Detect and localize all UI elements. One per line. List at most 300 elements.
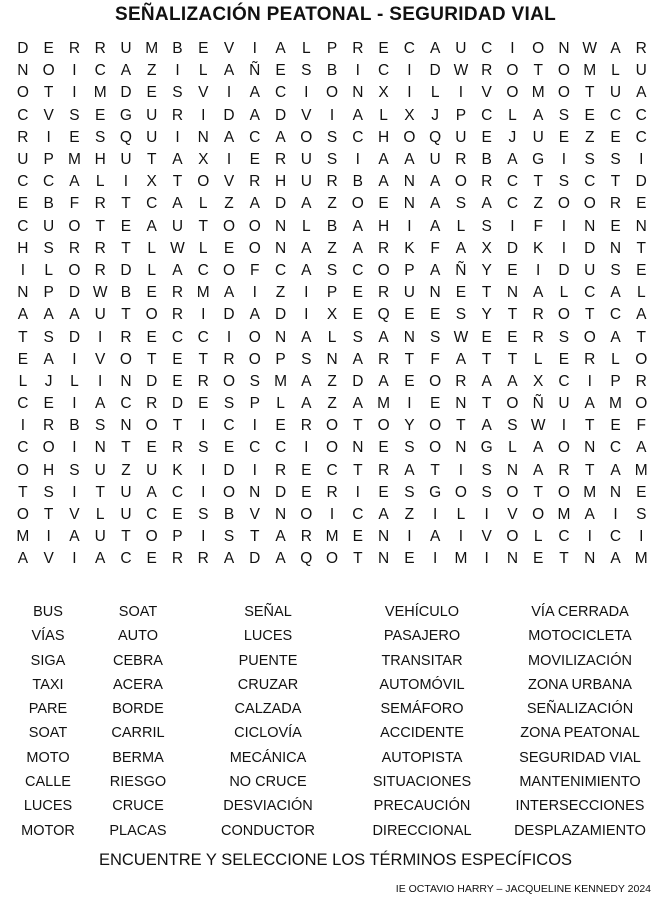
grid-letter[interactable]: U: [532, 128, 544, 146]
grid-letter[interactable]: R: [300, 417, 312, 435]
grid-letter[interactable]: I: [201, 461, 206, 479]
grid-letter[interactable]: A: [378, 173, 389, 191]
grid-letter[interactable]: L: [301, 40, 311, 58]
grid-letter[interactable]: O: [68, 261, 81, 279]
grid-letter[interactable]: L: [147, 239, 157, 257]
grid-letter[interactable]: I: [613, 506, 618, 524]
grid-letter[interactable]: O: [248, 217, 261, 235]
grid-letter[interactable]: M: [93, 84, 107, 102]
grid-letter[interactable]: U: [17, 151, 29, 169]
grid-letter[interactable]: N: [274, 328, 287, 346]
grid-letter[interactable]: C: [558, 528, 570, 546]
grid-letter[interactable]: Q: [300, 550, 313, 568]
grid-letter[interactable]: T: [559, 550, 569, 568]
grid-letter[interactable]: E: [378, 439, 389, 457]
grid-letter[interactable]: V: [95, 350, 106, 368]
grid-letter[interactable]: E: [172, 372, 183, 390]
grid-letter[interactable]: R: [609, 195, 622, 213]
grid-letter[interactable]: M: [557, 506, 571, 524]
grid-letter[interactable]: T: [121, 528, 131, 546]
grid-letter[interactable]: P: [404, 261, 415, 279]
grid-letter[interactable]: J: [508, 128, 517, 146]
grid-letter[interactable]: A: [429, 40, 441, 58]
grid-letter[interactable]: A: [17, 306, 29, 324]
grid-letter[interactable]: U: [120, 40, 132, 58]
grid-letter[interactable]: T: [198, 217, 208, 235]
grid-letter[interactable]: C: [146, 195, 158, 213]
grid-letter[interactable]: O: [248, 350, 261, 368]
grid-letter[interactable]: E: [378, 195, 389, 213]
grid-letter[interactable]: V: [198, 84, 209, 102]
grid-letter[interactable]: I: [355, 151, 360, 169]
grid-letter[interactable]: M: [145, 40, 159, 58]
grid-letter[interactable]: V: [43, 106, 54, 124]
grid-letter[interactable]: E: [249, 151, 260, 169]
grid-letter[interactable]: T: [43, 506, 54, 524]
grid-letter[interactable]: A: [223, 550, 235, 568]
grid-letter[interactable]: S: [172, 84, 183, 102]
grid-letter[interactable]: A: [610, 284, 621, 302]
grid-letter[interactable]: A: [172, 151, 183, 169]
grid-letter[interactable]: M: [454, 550, 468, 568]
grid-letter[interactable]: T: [146, 151, 157, 169]
grid-letter[interactable]: D: [223, 106, 235, 124]
grid-letter[interactable]: C: [197, 261, 209, 279]
grid-letter[interactable]: I: [252, 417, 257, 435]
grid-letter[interactable]: S: [352, 328, 363, 346]
grid-letter[interactable]: R: [120, 328, 132, 346]
grid-letter[interactable]: N: [274, 217, 287, 235]
grid-letter[interactable]: R: [378, 461, 390, 479]
grid-letter[interactable]: C: [120, 550, 132, 568]
grid-letter[interactable]: I: [175, 128, 180, 146]
grid-letter[interactable]: P: [610, 372, 621, 390]
grid-letter[interactable]: R: [584, 350, 596, 368]
grid-letter[interactable]: S: [404, 483, 415, 501]
grid-letter[interactable]: I: [484, 550, 489, 568]
grid-letter[interactable]: E: [481, 128, 492, 146]
grid-letter[interactable]: D: [274, 195, 287, 213]
grid-letter[interactable]: C: [326, 461, 338, 479]
grid-letter[interactable]: N: [274, 239, 287, 257]
grid-letter[interactable]: S: [223, 528, 235, 546]
grid-letter[interactable]: I: [20, 261, 26, 279]
grid-letter[interactable]: T: [584, 306, 595, 324]
grid-letter[interactable]: I: [561, 151, 567, 169]
grid-letter[interactable]: Z: [327, 395, 337, 413]
grid-letter[interactable]: A: [584, 506, 595, 524]
grid-letter[interactable]: T: [533, 483, 543, 501]
grid-letter[interactable]: O: [377, 261, 390, 279]
grid-letter[interactable]: T: [456, 417, 466, 435]
grid-letter[interactable]: A: [404, 151, 415, 169]
grid-letter[interactable]: A: [378, 328, 389, 346]
grid-letter[interactable]: H: [17, 239, 29, 257]
grid-letter[interactable]: I: [226, 151, 232, 169]
grid-letter[interactable]: T: [636, 239, 646, 257]
grid-letter[interactable]: M: [634, 550, 648, 568]
grid-letter[interactable]: L: [611, 62, 620, 80]
grid-letter[interactable]: W: [170, 239, 185, 257]
grid-letter[interactable]: I: [201, 306, 206, 324]
grid-letter[interactable]: E: [533, 550, 544, 568]
grid-letter[interactable]: N: [455, 439, 467, 457]
grid-letter[interactable]: R: [532, 306, 544, 324]
grid-letter[interactable]: T: [95, 483, 105, 501]
grid-letter[interactable]: C: [249, 128, 261, 146]
grid-letter[interactable]: A: [352, 395, 363, 413]
grid-letter[interactable]: S: [481, 483, 492, 501]
grid-letter[interactable]: M: [325, 528, 339, 546]
grid-letter[interactable]: I: [329, 506, 335, 524]
grid-letter[interactable]: R: [94, 261, 106, 279]
grid-letter[interactable]: W: [453, 328, 469, 346]
grid-letter[interactable]: L: [44, 261, 53, 279]
grid-letter[interactable]: O: [454, 173, 467, 191]
grid-letter[interactable]: A: [301, 239, 312, 257]
grid-letter[interactable]: D: [274, 483, 287, 501]
grid-letter[interactable]: R: [378, 350, 390, 368]
grid-letter[interactable]: B: [352, 173, 363, 191]
grid-letter[interactable]: B: [326, 62, 338, 80]
grid-letter[interactable]: C: [43, 173, 55, 191]
grid-letter[interactable]: E: [481, 328, 492, 346]
grid-letter[interactable]: I: [226, 328, 232, 346]
grid-letter[interactable]: I: [98, 328, 103, 346]
grid-letter[interactable]: O: [145, 417, 158, 435]
grid-letter[interactable]: R: [171, 550, 184, 568]
grid-letter[interactable]: I: [407, 528, 412, 546]
grid-letter[interactable]: A: [249, 306, 260, 324]
grid-letter[interactable]: I: [46, 528, 51, 546]
grid-letter[interactable]: I: [587, 528, 592, 546]
grid-letter[interactable]: A: [301, 195, 312, 213]
grid-letter[interactable]: E: [636, 261, 647, 279]
grid-letter[interactable]: R: [171, 439, 184, 457]
grid-letter[interactable]: D: [274, 306, 287, 324]
grid-letter[interactable]: M: [609, 395, 622, 413]
grid-letter[interactable]: O: [300, 506, 313, 524]
grid-letter[interactable]: E: [301, 461, 312, 479]
grid-letter[interactable]: I: [407, 84, 412, 102]
grid-letter[interactable]: T: [121, 306, 131, 324]
grid-letter[interactable]: N: [558, 40, 570, 58]
grid-letter[interactable]: L: [95, 173, 105, 191]
grid-letter[interactable]: C: [352, 261, 364, 279]
grid-letter[interactable]: A: [533, 106, 544, 124]
grid-letter[interactable]: A: [95, 550, 106, 568]
grid-letter[interactable]: I: [587, 372, 592, 390]
grid-letter[interactable]: D: [558, 261, 570, 279]
grid-letter[interactable]: A: [223, 284, 235, 302]
grid-letter[interactable]: U: [94, 528, 106, 546]
grid-letter[interactable]: D: [506, 239, 519, 257]
grid-letter[interactable]: A: [249, 84, 260, 102]
grid-letter[interactable]: C: [197, 328, 209, 346]
grid-letter[interactable]: L: [559, 284, 569, 302]
grid-letter[interactable]: W: [92, 284, 108, 302]
grid-letter[interactable]: R: [197, 372, 209, 390]
grid-letter[interactable]: A: [275, 528, 286, 546]
grid-letter[interactable]: L: [327, 328, 337, 346]
grid-letter[interactable]: A: [146, 217, 157, 235]
grid-letter[interactable]: S: [43, 483, 54, 501]
grid-letter[interactable]: I: [72, 550, 77, 568]
grid-letter[interactable]: U: [146, 128, 158, 146]
grid-letter[interactable]: I: [46, 128, 51, 146]
grid-letter[interactable]: E: [275, 417, 286, 435]
grid-letter[interactable]: C: [584, 284, 596, 302]
grid-letter[interactable]: S: [481, 461, 492, 479]
grid-letter[interactable]: T: [584, 461, 595, 479]
grid-letter[interactable]: M: [274, 372, 287, 390]
grid-letter[interactable]: R: [171, 306, 184, 324]
grid-letter[interactable]: M: [583, 483, 597, 501]
grid-letter[interactable]: C: [609, 306, 622, 324]
grid-letter[interactable]: R: [455, 151, 467, 169]
grid-letter[interactable]: Z: [533, 195, 543, 213]
grid-letter[interactable]: O: [635, 395, 648, 413]
grid-letter[interactable]: I: [407, 395, 412, 413]
grid-letter[interactable]: O: [145, 306, 158, 324]
grid-letter[interactable]: S: [301, 62, 312, 80]
grid-letter[interactable]: N: [274, 506, 287, 524]
grid-letter[interactable]: E: [146, 328, 157, 346]
grid-letter[interactable]: N: [609, 239, 622, 257]
grid-letter[interactable]: C: [609, 528, 622, 546]
grid-letter[interactable]: U: [429, 151, 441, 169]
grid-letter[interactable]: I: [639, 151, 644, 169]
grid-letter[interactable]: C: [249, 439, 261, 457]
grid-letter[interactable]: B: [69, 417, 80, 435]
grid-letter[interactable]: F: [69, 195, 80, 213]
grid-letter[interactable]: N: [506, 284, 519, 302]
grid-letter[interactable]: O: [429, 417, 442, 435]
grid-letter[interactable]: X: [533, 372, 544, 390]
grid-letter[interactable]: O: [557, 84, 570, 102]
grid-letter[interactable]: L: [533, 528, 543, 546]
grid-letter[interactable]: Q: [119, 128, 132, 146]
grid-letter[interactable]: Y: [404, 417, 415, 435]
grid-letter[interactable]: M: [16, 528, 30, 546]
grid-letter[interactable]: C: [609, 439, 622, 457]
grid-letter[interactable]: T: [353, 417, 363, 435]
grid-letter[interactable]: T: [533, 62, 543, 80]
grid-letter[interactable]: N: [249, 483, 261, 501]
grid-letter[interactable]: Ñ: [455, 261, 467, 279]
grid-letter[interactable]: V: [481, 528, 492, 546]
grid-letter[interactable]: I: [98, 372, 103, 390]
grid-letter[interactable]: E: [558, 350, 570, 368]
grid-letter[interactable]: E: [146, 550, 157, 568]
grid-letter[interactable]: E: [95, 106, 106, 124]
grid-letter[interactable]: R: [94, 195, 106, 213]
grid-letter[interactable]: O: [506, 483, 519, 501]
grid-letter[interactable]: C: [584, 173, 596, 191]
grid-letter[interactable]: C: [120, 395, 132, 413]
grid-letter[interactable]: T: [146, 350, 157, 368]
grid-letter[interactable]: S: [95, 128, 106, 146]
grid-letter[interactable]: B: [223, 506, 235, 524]
grid-letter[interactable]: I: [201, 106, 206, 124]
grid-letter[interactable]: R: [352, 40, 364, 58]
grid-letter[interactable]: X: [378, 84, 389, 102]
grid-letter[interactable]: F: [430, 350, 440, 368]
grid-letter[interactable]: E: [610, 417, 621, 435]
grid-letter[interactable]: O: [506, 62, 519, 80]
grid-letter[interactable]: I: [458, 84, 464, 102]
grid-letter[interactable]: N: [378, 550, 390, 568]
grid-letter[interactable]: X: [404, 106, 415, 124]
grid-letter[interactable]: V: [69, 506, 80, 524]
grid-letter[interactable]: H: [274, 173, 287, 191]
grid-letter[interactable]: C: [274, 261, 287, 279]
grid-letter[interactable]: A: [507, 151, 518, 169]
grid-letter[interactable]: A: [610, 328, 621, 346]
grid-letter[interactable]: D: [249, 550, 261, 568]
grid-letter[interactable]: T: [481, 395, 492, 413]
grid-letter[interactable]: O: [454, 483, 467, 501]
grid-letter[interactable]: T: [95, 217, 105, 235]
grid-letter[interactable]: T: [353, 461, 363, 479]
grid-letter[interactable]: T: [18, 328, 28, 346]
grid-letter[interactable]: U: [558, 395, 570, 413]
grid-letter[interactable]: R: [558, 461, 570, 479]
grid-letter[interactable]: C: [481, 40, 493, 58]
grid-letter[interactable]: A: [352, 239, 363, 257]
grid-letter[interactable]: A: [301, 372, 312, 390]
grid-letter[interactable]: D: [120, 261, 132, 279]
grid-letter[interactable]: A: [610, 550, 621, 568]
grid-letter[interactable]: C: [506, 173, 519, 191]
grid-letter[interactable]: K: [172, 461, 183, 479]
letter-grid[interactable]: [10, 38, 654, 571]
grid-letter[interactable]: I: [355, 62, 360, 80]
grid-letter[interactable]: D: [584, 239, 596, 257]
grid-letter[interactable]: C: [94, 62, 106, 80]
grid-letter[interactable]: E: [404, 306, 415, 324]
grid-letter[interactable]: U: [584, 261, 596, 279]
grid-letter[interactable]: E: [223, 439, 235, 457]
grid-letter[interactable]: R: [43, 417, 55, 435]
grid-letter[interactable]: X: [481, 239, 492, 257]
grid-letter[interactable]: F: [430, 239, 440, 257]
grid-letter[interactable]: T: [172, 417, 183, 435]
grid-letter[interactable]: U: [455, 40, 467, 58]
grid-letter[interactable]: D: [146, 372, 158, 390]
grid-letter[interactable]: E: [404, 372, 415, 390]
grid-letter[interactable]: B: [43, 195, 54, 213]
grid-letter[interactable]: I: [484, 506, 489, 524]
grid-letter[interactable]: C: [506, 195, 519, 213]
grid-letter[interactable]: V: [43, 550, 54, 568]
grid-letter[interactable]: O: [145, 528, 158, 546]
grid-letter[interactable]: A: [352, 350, 363, 368]
grid-letter[interactable]: A: [429, 261, 441, 279]
grid-letter[interactable]: N: [326, 350, 338, 368]
grid-letter[interactable]: A: [481, 417, 492, 435]
grid-letter[interactable]: A: [404, 461, 415, 479]
grid-letter[interactable]: M: [196, 284, 210, 302]
grid-letter[interactable]: P: [455, 106, 467, 124]
grid-letter[interactable]: W: [582, 40, 598, 58]
grid-letter[interactable]: N: [584, 550, 596, 568]
grid-letter[interactable]: A: [610, 461, 621, 479]
grid-letter[interactable]: I: [407, 62, 412, 80]
grid-letter[interactable]: L: [636, 284, 646, 302]
grid-letter[interactable]: E: [378, 483, 389, 501]
grid-letter[interactable]: M: [531, 84, 545, 102]
grid-letter[interactable]: A: [301, 261, 312, 279]
grid-letter[interactable]: A: [533, 461, 544, 479]
grid-letter[interactable]: Q: [429, 128, 442, 146]
grid-letter[interactable]: H: [378, 128, 390, 146]
grid-letter[interactable]: L: [198, 239, 208, 257]
grid-letter[interactable]: B: [481, 151, 492, 169]
grid-letter[interactable]: S: [455, 306, 467, 324]
grid-letter[interactable]: R: [223, 350, 235, 368]
grid-letter[interactable]: E: [429, 306, 441, 324]
grid-letter[interactable]: F: [533, 217, 543, 235]
grid-letter[interactable]: T: [18, 483, 28, 501]
grid-letter[interactable]: T: [584, 417, 595, 435]
grid-letter[interactable]: A: [533, 284, 544, 302]
grid-letter[interactable]: T: [507, 350, 518, 368]
grid-letter[interactable]: I: [201, 528, 206, 546]
grid-letter[interactable]: S: [223, 395, 235, 413]
grid-letter[interactable]: N: [120, 417, 132, 435]
grid-letter[interactable]: Z: [121, 461, 131, 479]
grid-letter[interactable]: L: [70, 372, 79, 390]
grid-letter[interactable]: U: [94, 306, 106, 324]
grid-letter[interactable]: L: [430, 84, 440, 102]
grid-letter[interactable]: A: [429, 217, 441, 235]
grid-letter[interactable]: E: [429, 395, 441, 413]
grid-letter[interactable]: J: [44, 372, 53, 390]
grid-letter[interactable]: O: [16, 84, 29, 102]
grid-letter[interactable]: Y: [481, 261, 492, 279]
grid-letter[interactable]: A: [481, 195, 492, 213]
grid-letter[interactable]: E: [120, 217, 132, 235]
grid-letter[interactable]: R: [326, 173, 338, 191]
grid-letter[interactable]: V: [481, 84, 492, 102]
grid-letter[interactable]: S: [249, 372, 260, 390]
grid-letter[interactable]: O: [429, 439, 442, 457]
grid-letter[interactable]: N: [584, 439, 596, 457]
grid-letter[interactable]: T: [610, 173, 621, 191]
grid-letter[interactable]: H: [43, 461, 55, 479]
grid-letter[interactable]: R: [249, 173, 261, 191]
grid-letter[interactable]: I: [72, 84, 77, 102]
grid-letter[interactable]: S: [558, 173, 570, 191]
grid-letter[interactable]: O: [557, 62, 570, 80]
grid-letter[interactable]: N: [506, 461, 519, 479]
grid-letter[interactable]: U: [403, 284, 415, 302]
grid-letter[interactable]: O: [222, 261, 236, 279]
grid-letter[interactable]: N: [429, 284, 441, 302]
grid-letter[interactable]: I: [252, 284, 257, 302]
grid-letter[interactable]: T: [353, 550, 363, 568]
grid-letter[interactable]: I: [304, 439, 309, 457]
grid-letter[interactable]: G: [119, 106, 132, 124]
grid-letter[interactable]: T: [404, 350, 415, 368]
grid-letter[interactable]: S: [43, 328, 54, 346]
grid-letter[interactable]: C: [171, 483, 184, 501]
grid-letter[interactable]: M: [583, 62, 597, 80]
grid-letter[interactable]: E: [223, 239, 235, 257]
grid-letter[interactable]: L: [611, 350, 620, 368]
grid-letter[interactable]: E: [610, 128, 621, 146]
